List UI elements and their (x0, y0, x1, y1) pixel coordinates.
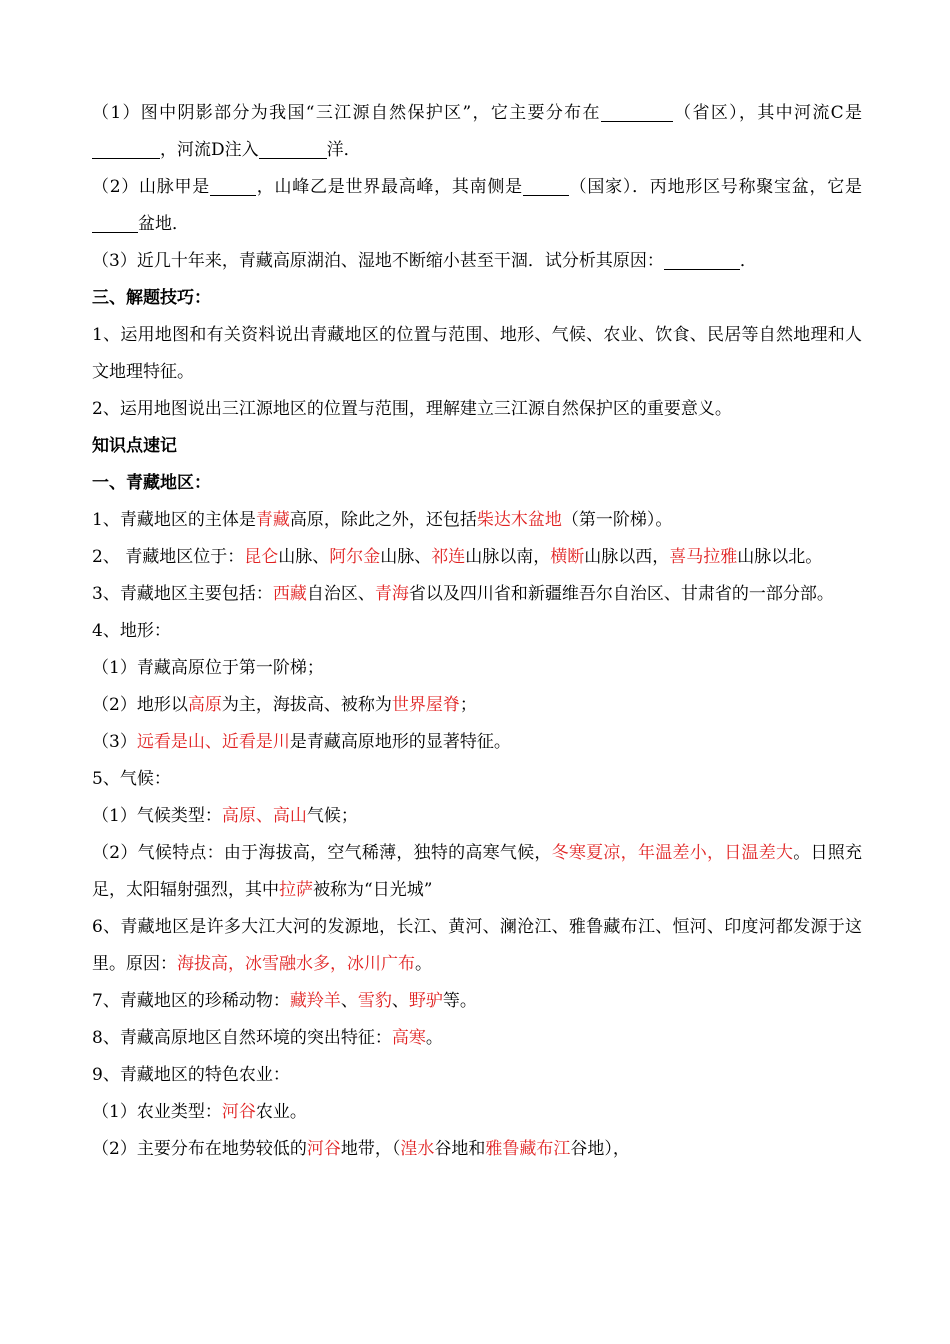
paragraph (92, 1020, 862, 1057)
paragraph (92, 761, 862, 798)
text-run: 为主，海拔高、被称为 (221, 695, 392, 715)
highlighted-term: 高原 (187, 695, 222, 715)
text-run: （3）近几十年来，青藏高原湖泊、湿地不断缩小甚至干涸．试分析其原因： (92, 251, 664, 271)
section-heading (92, 428, 862, 465)
text-run: 知识点速记 (92, 436, 177, 456)
highlighted-term: 冬寒夏凉，年温差小，日温差大 (551, 843, 794, 863)
text-run: 三、解题技巧： (92, 288, 211, 308)
text-run: 5、气候： (92, 769, 171, 789)
paragraph (92, 724, 862, 761)
text-run: 、 (340, 991, 358, 1011)
text-run: （国家）．丙地形区号称聚宝盆，它是 (568, 177, 863, 197)
text-run: 气候； (306, 806, 358, 826)
paragraph (92, 909, 862, 983)
highlighted-term: 远看是山、近看是川 (136, 732, 290, 752)
text-run: 等。 (442, 991, 477, 1011)
text-run: 被称为“日光城” (313, 880, 433, 900)
text-run: 高原，除此之外，还包括 (289, 510, 477, 530)
text-run: （2）山脉甲是 (92, 177, 211, 197)
text-run: 自治区、 (306, 584, 375, 604)
highlighted-term: 青海 (374, 584, 409, 604)
text-run: ； (459, 695, 477, 715)
text-run: 1、青藏地区的主体是 (92, 510, 256, 530)
paragraph (92, 95, 862, 169)
paragraph (92, 613, 862, 650)
paragraph (92, 317, 862, 391)
highlighted-term: 野驴 (408, 991, 443, 1011)
text-run: 谷地）， (570, 1139, 630, 1159)
text-run: （2）地形以 (92, 695, 188, 715)
answer-blank (601, 101, 673, 122)
highlighted-term: 喜马拉雅 (669, 547, 738, 567)
paragraph (92, 835, 862, 909)
paragraph (92, 1057, 862, 1094)
highlighted-term: 西藏 (272, 584, 307, 604)
highlighted-term: 拉萨 (279, 880, 313, 900)
text-run: 谷地和 (434, 1139, 486, 1159)
text-run: （1）气候类型： (92, 806, 222, 826)
text-run: （1）青藏高原位于第一阶梯； (92, 658, 324, 678)
highlighted-term: 阿尔金 (329, 547, 381, 567)
paragraph (92, 502, 862, 539)
paragraph (92, 576, 862, 613)
document-body (92, 95, 862, 1168)
paragraph (92, 983, 862, 1020)
highlighted-term: 雪豹 (357, 991, 392, 1011)
text-run: 。 (425, 1028, 443, 1048)
text-run: （3） (92, 732, 137, 752)
text-run: 山脉、 (278, 547, 330, 567)
text-run: （省区），其中河流C是 (672, 103, 862, 123)
text-run: 3、青藏地区主要包括： (92, 584, 273, 604)
text-run: 山脉以北。 (737, 547, 823, 567)
text-run: ． (739, 251, 757, 271)
text-run: 2、运用地图说出三江源地区的位置与范围，理解建立三江源自然保护区的重要意义。 (92, 399, 732, 419)
highlighted-term: 高寒 (391, 1028, 426, 1048)
paragraph (92, 539, 862, 576)
text-run: 盆地． (138, 214, 189, 234)
paragraph (92, 1131, 862, 1168)
highlighted-term: 海拔高，冰雪融水多，冰川广布 (177, 954, 415, 974)
text-run: （2）主要分布在地势较低的 (92, 1139, 307, 1159)
paragraph (92, 391, 862, 428)
text-run: 8、青藏高原地区自然环境的突出特征： (92, 1028, 392, 1048)
text-run: 山脉以南， (465, 547, 551, 567)
highlighted-term: 横断 (550, 547, 585, 567)
text-run: ，山峰乙是世界最高峰，其南侧是 (256, 177, 523, 197)
highlighted-term: 湟水 (400, 1139, 435, 1159)
paragraph (92, 1094, 862, 1131)
highlighted-term: 昆仑 (244, 547, 279, 567)
text-run: 2、 青藏地区位于： (92, 547, 245, 567)
paragraph (92, 650, 862, 687)
section-heading (92, 465, 862, 502)
paragraph (92, 243, 862, 280)
text-run: （1）农业类型： (92, 1102, 222, 1122)
text-run: 省以及四川省和新疆维吾尔自治区、甘肃省的一部分部。 (408, 584, 834, 604)
answer-blank (259, 138, 327, 159)
text-run: 7、青藏地区的珍稀动物： (92, 991, 290, 1011)
section-heading (92, 280, 862, 317)
text-run: 农业。 (255, 1102, 307, 1122)
paragraph (92, 687, 862, 724)
text-run: （2）气候特点：由于海拔高，空气稀薄，独特的高寒气候， (92, 843, 552, 863)
text-run: 洋． (326, 140, 361, 160)
text-run: 。日照充足，太阳辐射强烈，其中 (92, 843, 862, 900)
text-run: ，河流D注入 (160, 140, 259, 160)
answer-blank (92, 212, 138, 233)
paragraph (92, 169, 862, 243)
highlighted-term: 河谷 (221, 1102, 256, 1122)
answer-blank (664, 249, 740, 270)
text-run: 9、青藏地区的特色农业： (92, 1065, 290, 1085)
text-run: （1）图中阴影部分为我国“三江源自然保护区”，它主要分布在 (92, 103, 601, 123)
highlighted-term: 藏羚羊 (289, 991, 341, 1011)
text-run: 是青藏高原地形的显著特征。 (289, 732, 511, 752)
highlighted-term: 雅鲁藏布江 (485, 1139, 571, 1159)
answer-blank (210, 175, 256, 196)
paragraph (92, 798, 862, 835)
text-run: 。 (415, 954, 432, 974)
text-run: 1、运用地图和有关资料说出青藏地区的位置与范围、地形、气候、农业、饮食、民居等自然地理和人文地理特征。 (92, 325, 862, 382)
highlighted-term: 祁连 (431, 547, 466, 567)
text-run: 6、青藏地区是许多大江大河的发源地，长江、黄河、澜沧江、雅鲁藏布江、恒河、印度河都发源于这里。原因： (92, 917, 862, 974)
text-run: 地带，（ (340, 1139, 401, 1159)
text-run: 4、地形： (92, 621, 171, 641)
highlighted-term: 柴达木盆地 (476, 510, 562, 530)
text-run: 一、青藏地区： (92, 473, 211, 493)
highlighted-term: 河谷 (306, 1139, 341, 1159)
answer-blank (92, 138, 160, 159)
answer-blank (523, 175, 569, 196)
text-run: 山脉以西， (584, 547, 670, 567)
highlighted-term: 高原、高山 (221, 806, 307, 826)
text-run: （第一阶梯）。 (561, 510, 673, 530)
highlighted-term: 青藏 (255, 510, 290, 530)
text-run: 山脉、 (380, 547, 432, 567)
highlighted-term: 世界屋脊 (391, 695, 460, 715)
text-run: 、 (391, 991, 409, 1011)
